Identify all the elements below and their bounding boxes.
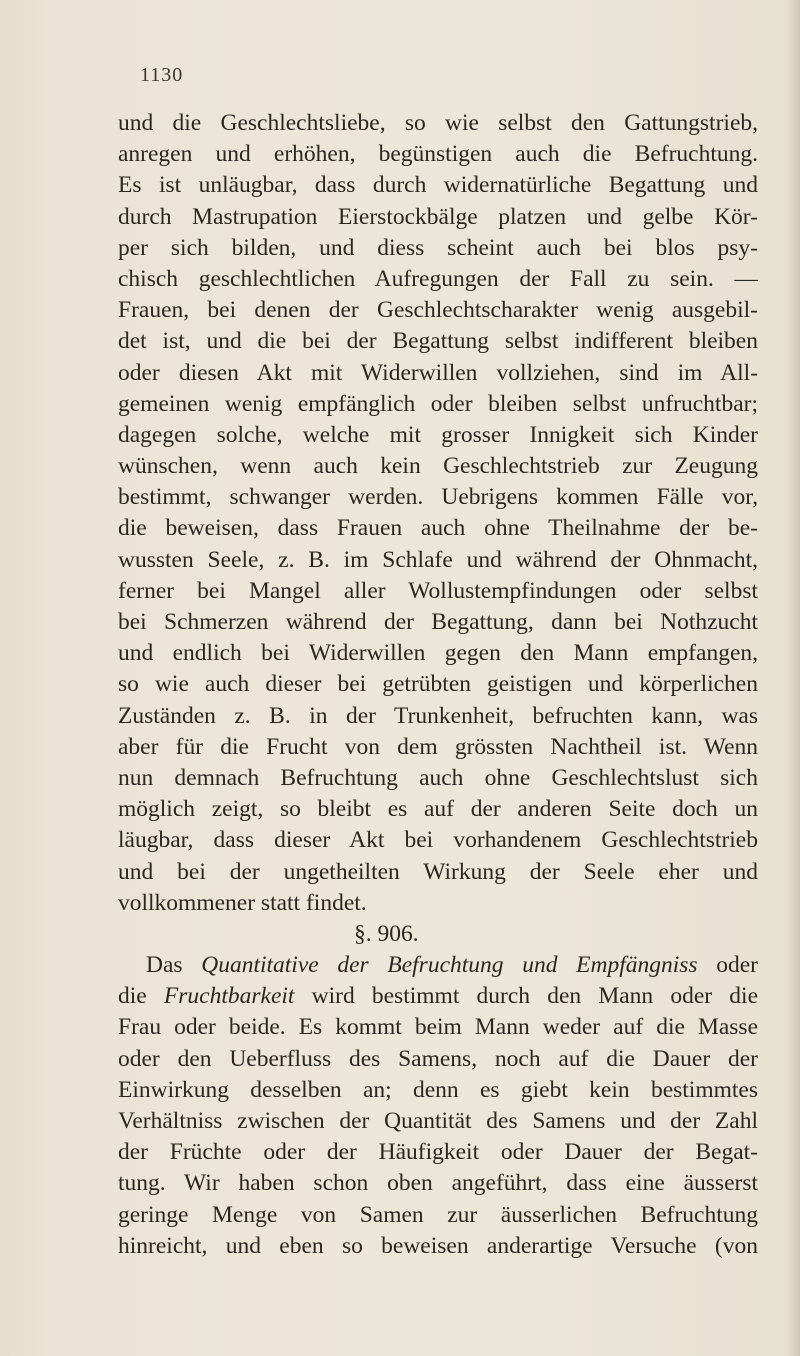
text-line: Es ist unläugbar, dass durch widernatürliche Begattung und bbox=[118, 172, 758, 199]
text-line: so wie auch dieser bei getrübten geistigen und körperlichen bbox=[118, 671, 758, 698]
section-heading: §. 906. bbox=[354, 920, 419, 947]
text-line: Einwirkung desselben an; denn es giebt kein bestimmtes bbox=[118, 1076, 758, 1103]
text-line: und endlich bei Widerwillen gegen den Mann empfangen, bbox=[118, 640, 758, 667]
emphasis-text: Fruchtbarkeit bbox=[163, 983, 295, 1010]
text-line: wussten Seele, z. B. im Schlafe und während der Ohnmacht, bbox=[118, 546, 758, 573]
emphasis-text: Quantitative der Befruchtung und Empfängniss bbox=[201, 952, 698, 979]
paragraph-2 bbox=[118, 950, 758, 1262]
text-line: Das Quantitative der Befruchtung und Empfängniss oder bbox=[146, 952, 758, 979]
page-edge-shadow bbox=[786, 0, 800, 1356]
text-line: gemeinen wenig empfänglich oder bleiben selbst unfruchtbar; bbox=[118, 390, 758, 417]
text-line: nun demnach Befruchtung auch ohne Geschlechtslust sich bbox=[118, 764, 758, 791]
text-line: Frauen, bei denen der Geschlechtscharakter wenig ausgebil- bbox=[118, 297, 758, 324]
text-line: chisch geschlechtlichen Aufregungen der Fall zu sein. — bbox=[118, 265, 758, 292]
text-line: Zuständen z. B. in der Trunkenheit, befruchten kann, was bbox=[118, 702, 758, 729]
body-text bbox=[118, 108, 758, 1262]
text-line: anregen und erhöhen, begünstigen auch die Befruchtung. bbox=[118, 141, 758, 168]
text-line: dagegen solche, welche mit grosser Innigkeit sich Kinder bbox=[118, 421, 758, 448]
text-line: per sich bilden, und diess scheint auch bei blos psy- bbox=[118, 234, 758, 261]
text-line: oder diesen Akt mit Widerwillen vollziehen, sind im All- bbox=[118, 359, 758, 386]
text-line: der Früchte oder der Häufigkeit oder Dauer der Begat- bbox=[118, 1139, 758, 1166]
text-line: hinreicht, und eben so beweisen anderartige Versuche (von bbox=[118, 1232, 758, 1259]
text-line: die Fruchtbarkeit wird bestimmt durch den Mann oder die bbox=[118, 983, 758, 1010]
text-line: und bei der ungetheilten Wirkung der Seele eher und bbox=[118, 858, 758, 885]
text-line: aber für die Frucht von dem grössten Nachtheil ist. Wenn bbox=[118, 733, 758, 760]
page-number: 1130 bbox=[140, 64, 184, 86]
text-line: ferner bei Mangel aller Wollustempfindungen oder selbst bbox=[118, 577, 758, 604]
text-line: oder den Ueberfluss des Samens, noch auf die Dauer der bbox=[118, 1045, 758, 1072]
text-line: bestimmt, schwanger werden. Uebrigens kommen Fälle vor, bbox=[118, 484, 758, 511]
text-line: Frau oder beide. Es kommt beim Mann weder auf die Masse bbox=[118, 1014, 758, 1041]
text-line: wünschen, wenn auch kein Geschlechtstrieb zur Zeugung bbox=[118, 453, 758, 480]
text-line: vollkommener statt findet. bbox=[118, 889, 367, 916]
paragraph-1 bbox=[118, 108, 758, 919]
text-line: durch Mastrupation Eierstockbälge platzen und gelbe Kör- bbox=[118, 203, 758, 230]
text-line: und die Geschlechtsliebe, so wie selbst den Gattungstrieb, bbox=[118, 110, 758, 136]
text-line: bei Schmerzen während der Begattung, dann bei Nothzucht bbox=[118, 609, 758, 635]
text-line: läugbar, dass dieser Akt bei vorhandenem Geschlechtstrieb bbox=[118, 827, 758, 854]
text-line: möglich zeigt, so bleibt es auf der anderen Seite doch un bbox=[118, 796, 758, 823]
text-line: geringe Menge von Samen zur äusserlichen Befruchtung bbox=[118, 1201, 758, 1228]
text-line: Verhältniss zwischen der Quantität des Samens und der Zahl bbox=[118, 1108, 758, 1134]
text-line: tung. Wir haben schon oben angeführt, dass eine äusserst bbox=[118, 1170, 758, 1197]
text-line: die beweisen, dass Frauen auch ohne Theilnahme der be- bbox=[118, 515, 758, 542]
text-line: det ist, und die bei der Begattung selbst indifferent bleiben bbox=[118, 328, 758, 355]
